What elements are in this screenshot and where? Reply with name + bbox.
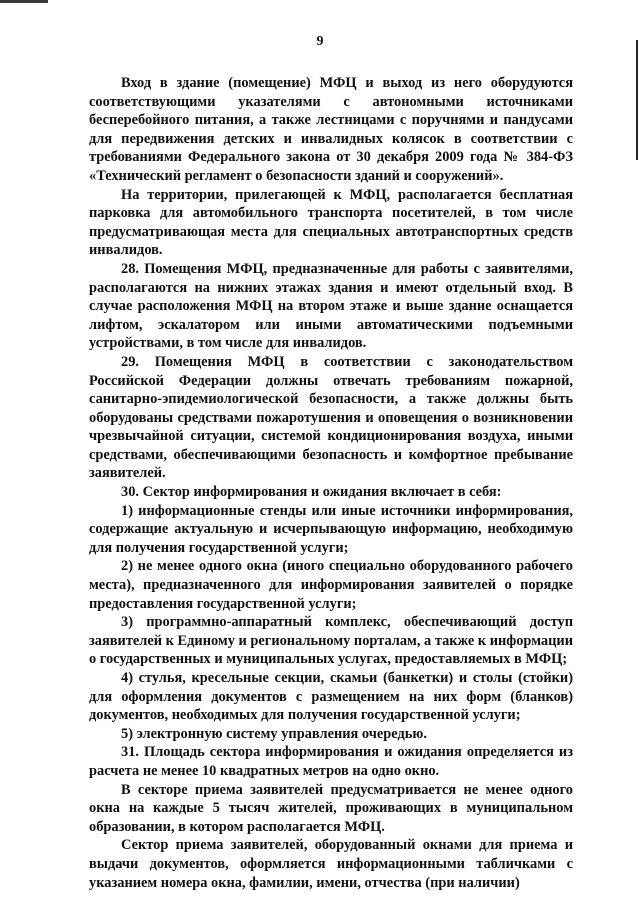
document-body — [89, 74, 573, 892]
paragraph-reception-sector: Сектор приема заявителей, оборудованный окнами для приема и выдачи документов, оформляется информационными табличками с указанием номера окна, фамилии, имени, отчества (при наличии) — [89, 837, 573, 891]
paragraph-entrance: Вход в здание (помещение) МФЦ и выход из него оборудуются соответствующими указателями с автономными источниками бесперебойного питания, а также лестницами с поручнями и пандусами для передвижения детских и инвалидных колясок в соответствии с требованиями Федерального закона от 30 декабря 2009 года № 384-ФЗ «Технический регламент о безопасности зданий и сооружений». — [89, 75, 573, 184]
paragraph-31: 31. Площадь сектора информирования и ожидания определяется из расчета не менее 10 квадратных метров на одно окно. — [89, 744, 573, 779]
list-item-4: 4) стулья, кресельные секции, скамьи (банкетки) и столы (стойки) для оформления документов с размещением на них форм (бланков) документов, необходимых для получения государственной услуги; — [89, 670, 573, 724]
paragraph-parking: На территории, прилегающей к МФЦ, располагается бесплатная парковка для автомобильного транспорта посетителей, в том числе предусматривающая места для специальных автотранспортных средств инвалидов. — [89, 186, 573, 259]
paragraph-30: 30. Сектор информирования и ожидания включает в себя: — [121, 484, 502, 501]
list-item-5: 5) электронную систему управления очередью. — [121, 725, 427, 742]
list-item-2: 2) не менее одного окна (иного специально оборудованного рабочего места), предназначенного для информирования заявителей о порядке предоставления государственной услуги; — [89, 558, 573, 612]
scan-artifact-top — [0, 0, 48, 3]
list-item-1: 1) информационные стенды или иные источники информирования, содержащие актуальную и исчерпывающую информацию, необходимую для получения государственной услуги; — [89, 502, 573, 556]
page-number: 9 — [316, 34, 324, 49]
paragraph-28: 28. Помещения МФЦ, предназначенные для работы с заявителями, располагаются на нижних этажах здания и имеют отдельный вход. В случае расположения МФЦ на втором этаже и выше здание оснащается лифтом, эскалатором или иными автоматическими подъемными устройствами, в том числе для инвалидов. — [89, 260, 573, 352]
paragraph-reception-windows: В секторе приема заявителей предусматривается не менее одного окна на каждые 5 тысяч жителей, проживающих в муниципальном образовании, в котором располагается МФЦ. — [89, 781, 573, 835]
list-item-3: 3) программно-аппаратный комплекс, обеспечивающий доступ заявителей к Единому и региональному порталам, а также к информации о государственных и муниципальных услугах, предоставляемых в МФЦ; — [89, 614, 573, 668]
scan-artifact-edge — [636, 40, 638, 160]
paragraph-29: 29. Помещения МФЦ в соответствии с законодательством Российской Федерации должны отвечать требованиям пожарной, санитарно-эпидемиологической безопасности, а также должны быть оборудованы средствами пожаротушения и оповещения о возникновении чрезвычайной ситуации, системой кондиционирования воздуха, иными средствами, обеспечивающими безопасность и комфортное пребывание заявителей. — [89, 353, 573, 482]
